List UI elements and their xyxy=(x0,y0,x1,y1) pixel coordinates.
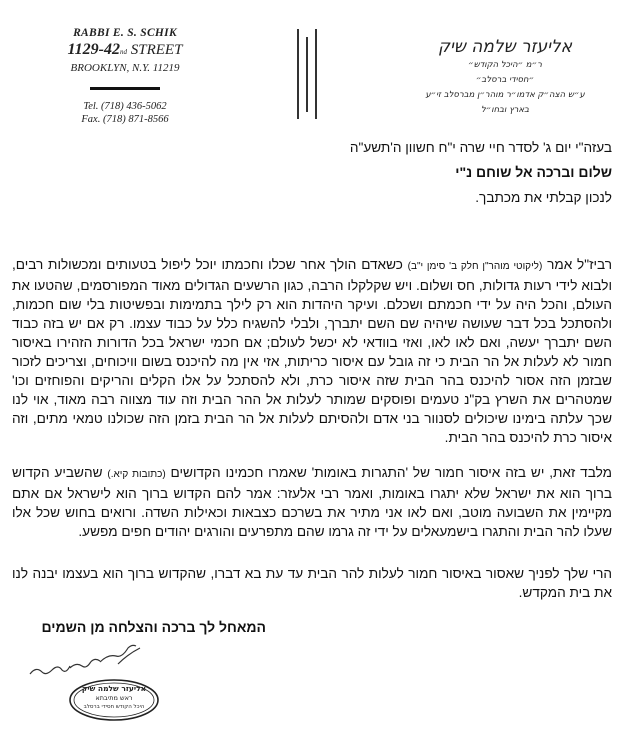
title-line-1: ר״מ ״היכל הקודש״ xyxy=(468,60,542,70)
closing-line: המאחל לך ברכה והצלחה מן השמים xyxy=(41,619,266,635)
paragraph-1-citation: (ליקוטי מוהר"ן חלק ב' סימן י"ב) xyxy=(407,261,543,272)
street-number: 1129-42 xyxy=(67,41,120,58)
city-line: BROOKLYN, N.Y. 11219 xyxy=(70,62,180,74)
paragraph-1-lead: רביז"ל אמר xyxy=(542,257,612,272)
paragraph-2 xyxy=(12,463,612,541)
title-line-2: ״חסידי ברסלב״ xyxy=(475,75,535,85)
date-line: בעזה"י יום ג' לסדר חיי שרה י"ח חשוון ה'תשע"ה xyxy=(349,140,612,155)
signature-and-stamp xyxy=(22,644,162,724)
street-suffix: nd xyxy=(120,48,127,56)
street-name: STREET xyxy=(127,42,183,58)
divider-line-middle xyxy=(306,37,308,112)
paragraph-2-citation: (כתובות קיא.) xyxy=(107,469,166,480)
stamp-line-1: אליעזר שלמה שיק xyxy=(81,684,147,693)
stamp-line-3: היכל הקודש חסידי ברסלב xyxy=(83,704,145,710)
title-line-4: בארץ ובחו״ל xyxy=(480,105,530,115)
paragraph-1 xyxy=(12,255,612,447)
letterhead-rule xyxy=(90,87,160,90)
stamp-line-2: ראש מתיבתא xyxy=(95,694,133,702)
telephone: Tel. (718) 436-5062 xyxy=(83,101,167,112)
letterhead-english xyxy=(50,26,200,126)
paragraph-3: הרי שלך לפניך שאסור באיסור חמור לעלות להר הבית עד עת בא דברו, שהקדוש ברוך הוא בעצמו יבנה לנו את בית המקדש. xyxy=(12,566,612,600)
intro-line: לנכון קבלתי את מכתבך. xyxy=(475,190,612,205)
rabbi-name-english: RABBI E. S. SCHIK xyxy=(73,27,177,39)
title-line-3: ע״ש הצה״ק אדמו״ר מוהר״ן מברסלב זי״ע xyxy=(425,90,585,100)
greeting: שלום וברכה אל שוחם נ"י xyxy=(455,164,612,180)
letterhead-hebrew xyxy=(420,36,590,118)
street-address xyxy=(50,41,200,61)
paragraph-1-text: כשאדם הולך אחר שכלו וחכמתו יוכל ליפול בטעותים ומכשולות רבים, ולבוא לידי רעות גדולות, חס ושלום. ויש שקלקלו הרבה, כגון הרשעים הגדולים מאוד המפורסמים, שהטעו את העולם, והכל היה על ידי חכמתם ושכלם. ועיקר היהדות הוא רק לילך בתמימות ובפשיטות בלי שום חכמות, ולהסתכל בכל דבר שעושה שיהיה שם השם יתברך, ולבלי להשגיח כלל על כבוד עצמו. רק אם יש בזה כבוד השם יתברך יעשה, ואם לאו לאו, ואזי בוודאי לא יכשל לעולם; אם חכמי ישראל בכל הדורות הזהירו באיסור חמור לא לעלות אל הר הבית כי זה גובל עם איסור כריתות, אזי אין מה להיכנס בשום וויכוחים, וצריכים לזכור שבזמן הזה אסור להיכנס בהר הבית שזה איסור כרת, ולא להסתכל על אלו הקלים והריקים והפוחזים וכו' שמטהרים את השרץ בק"נ טעמים ופוסקים שמותר לעלות אל ההר הבית וזה עוד מצווה רבה מאוד, אוי לנו שכך עלתה בימינו שיכולים לסנוור בני אדם ולהסיתם לעלות אל הר הבית בזמן הזה שכולנו טמאי מתים, וזה איסור כרת להיכנס בהר הבית. xyxy=(12,257,612,445)
divider-line-left xyxy=(297,29,299,119)
paragraph-2-lead: מלבד זאת, יש בזה איסור חמור של 'התגרות באומות' שאמרו חכמינו הקדושים xyxy=(165,465,612,480)
divider-line-right xyxy=(315,29,317,119)
fax: Fax. (718) 871-8566 xyxy=(81,114,169,125)
rabbi-name-hebrew: אליעזר שלמה שיק xyxy=(437,37,573,57)
stamp-text xyxy=(74,684,154,711)
paragraph-2-text: שהשביע הקדוש ברוך הוא את ישראל שלא יתגרו באומות, ואמר רבי אלעזר: אמר להם הקדוש ברוך הוא לישראל אם אתם מקיימין את השבועה מוטב, ואם לאו אני מתיר את בשרכם כצבאות וכאילות השדה. ורואים בחוש שכל אלו שעלו להר הבית והתגרו בישמעאלים על ידי זה גרמו שהם מתפרעים והורגים יהודים חפים מפשע. xyxy=(12,465,612,539)
